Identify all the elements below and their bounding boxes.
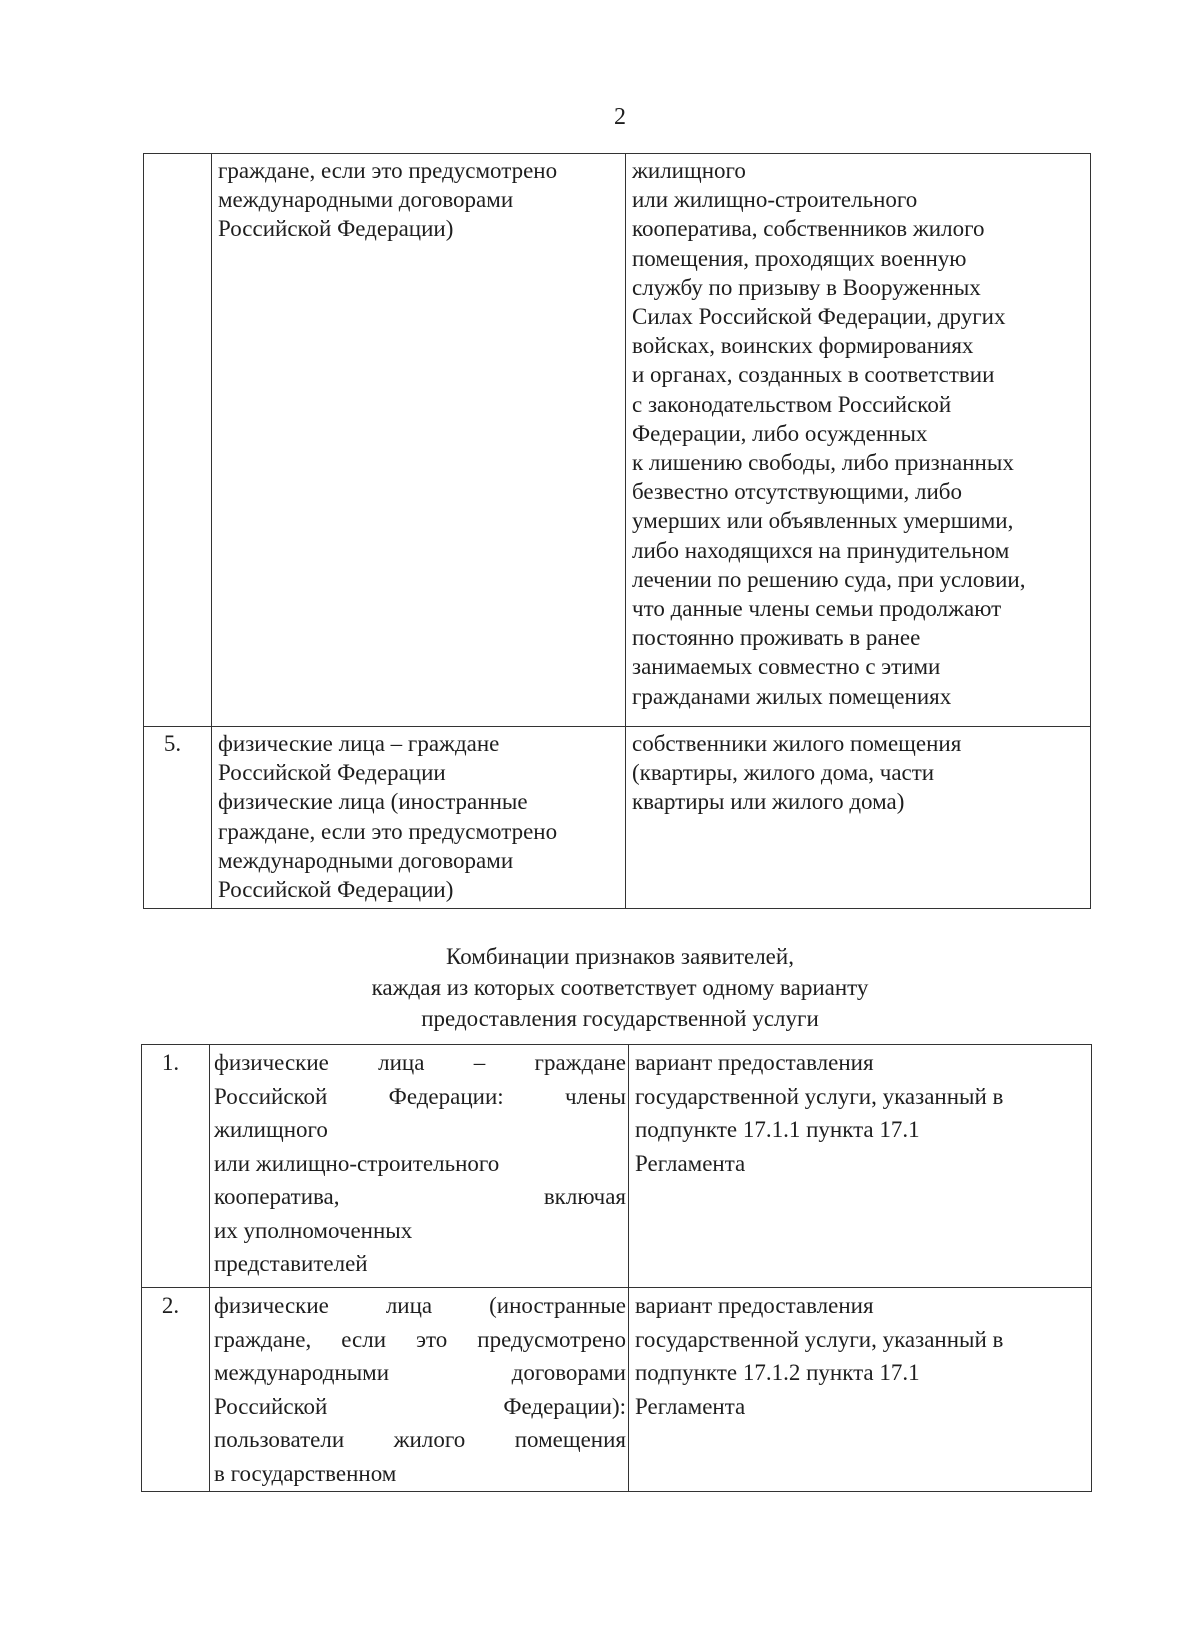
section-heading xyxy=(0,941,1200,1034)
cell-line: жилищного xyxy=(214,1117,328,1142)
applicant-combination-cell xyxy=(210,1045,629,1288)
heading-line: каждая из которых соответствует одному варианту xyxy=(371,975,869,1000)
cell-line: умерших или объявленных умершими, xyxy=(632,508,1014,534)
applicant-category-cell xyxy=(212,154,626,727)
cell-line: что данные члены семьи продолжают xyxy=(632,596,1002,622)
cell-line: граждане, если это предусмотрено xyxy=(214,1326,626,1352)
cell-line: кооператива, включая xyxy=(214,1184,626,1209)
row-number xyxy=(144,154,212,727)
cell-line: международными договорами xyxy=(218,847,514,873)
cell-line: Российской Федерации): xyxy=(214,1393,626,1419)
cell-line: Российской Федерации) xyxy=(218,877,454,903)
cell-line: Российской Федерации) xyxy=(218,216,454,242)
applicant-category-cell xyxy=(212,727,626,909)
cell-line: физические лица (иностранные xyxy=(218,789,528,815)
cell-line: физические лица – граждане xyxy=(218,731,500,756)
cell-line: либо находящихся на принудительном xyxy=(632,537,1010,563)
table-row xyxy=(142,1045,1092,1288)
cell-line: к лишению свободы, либо признанных xyxy=(632,450,1014,476)
cell-line: гражданами жилых помещениях xyxy=(632,683,952,709)
row-number: 2. xyxy=(142,1288,210,1492)
cell-line: Российской Федерации: члены xyxy=(214,1083,626,1109)
applicant-criteria-table xyxy=(143,153,1091,909)
cell-line: жилищного xyxy=(632,158,746,183)
cell-line: подпункте 17.1.2 пункта 17.1 xyxy=(635,1360,920,1385)
cell-line: лечении по решению суда, при условии, xyxy=(632,566,1026,592)
cell-line: государственной услуги, указанный в xyxy=(635,1083,1004,1109)
cell-line: физические лица (иностранные xyxy=(214,1293,626,1318)
heading-line: Комбинации признаков заявителей, xyxy=(446,944,794,969)
cell-line: Силах Российской Федерации, других xyxy=(632,304,1006,330)
cell-line: пользователи жилого помещения xyxy=(214,1427,626,1452)
cell-line: Российской Федерации xyxy=(218,760,446,786)
table-row xyxy=(144,727,1091,909)
cell-line: или жилищно-строительного xyxy=(632,187,918,213)
cell-line: постоянно проживать в ранее xyxy=(632,625,921,651)
heading-line: предоставления государственной услуги xyxy=(421,1006,819,1031)
cell-line: (квартиры, жилого дома, части xyxy=(632,760,935,786)
cell-line: квартиры или жилого дома) xyxy=(632,789,905,815)
cell-line: вариант предоставления xyxy=(635,1050,874,1075)
applicant-criteria-cell xyxy=(626,727,1091,909)
cell-line: в государственном xyxy=(214,1460,397,1486)
cell-line: граждане, если это предусмотрено xyxy=(218,158,558,183)
applicant-combination-cell xyxy=(210,1288,629,1492)
table-row xyxy=(142,1288,1092,1492)
cell-line: граждане, если это предусмотрено xyxy=(218,818,558,844)
cell-line: физические лица – граждане xyxy=(214,1050,626,1075)
row-number: 5. xyxy=(144,727,212,909)
cell-line: занимаемых совместно с этими xyxy=(632,654,941,680)
cell-line: службу по призыву в Вооруженных xyxy=(632,274,981,300)
cell-line: с законодательством Российской xyxy=(632,391,952,417)
cell-line: представителей xyxy=(214,1251,368,1276)
cell-line: кооператива, собственников жилого xyxy=(632,216,985,242)
applicant-combinations-table xyxy=(141,1044,1092,1492)
page-number: 2 xyxy=(614,104,626,130)
cell-line: вариант предоставления xyxy=(635,1293,874,1318)
cell-line: безвестно отсутствующими, либо xyxy=(632,479,962,505)
cell-line: государственной услуги, указанный в xyxy=(635,1326,1004,1352)
cell-line: подпункте 17.1.1 пункта 17.1 xyxy=(635,1117,920,1142)
cell-line: их уполномоченных xyxy=(214,1217,413,1243)
row-number: 1. xyxy=(142,1045,210,1288)
service-variant-cell xyxy=(629,1045,1092,1288)
cell-line: международными договорами xyxy=(214,1360,626,1385)
cell-line: помещения, проходящих военную xyxy=(632,245,967,271)
cell-line: Федерации, либо осужденных xyxy=(632,420,928,446)
cell-line: и органах, созданных в соответствии xyxy=(632,362,995,388)
cell-line: войсках, воинских формированиях xyxy=(632,333,974,359)
cell-line: собственники жилого помещения xyxy=(632,731,962,756)
cell-line: международными договорами xyxy=(218,187,514,213)
table-row xyxy=(144,154,1091,727)
cell-line: Регламента xyxy=(635,1150,746,1176)
cell-line: или жилищно-строительного xyxy=(214,1150,500,1176)
service-variant-cell xyxy=(629,1288,1092,1492)
applicant-criteria-cell xyxy=(626,154,1091,727)
cell-line: Регламента xyxy=(635,1393,746,1419)
